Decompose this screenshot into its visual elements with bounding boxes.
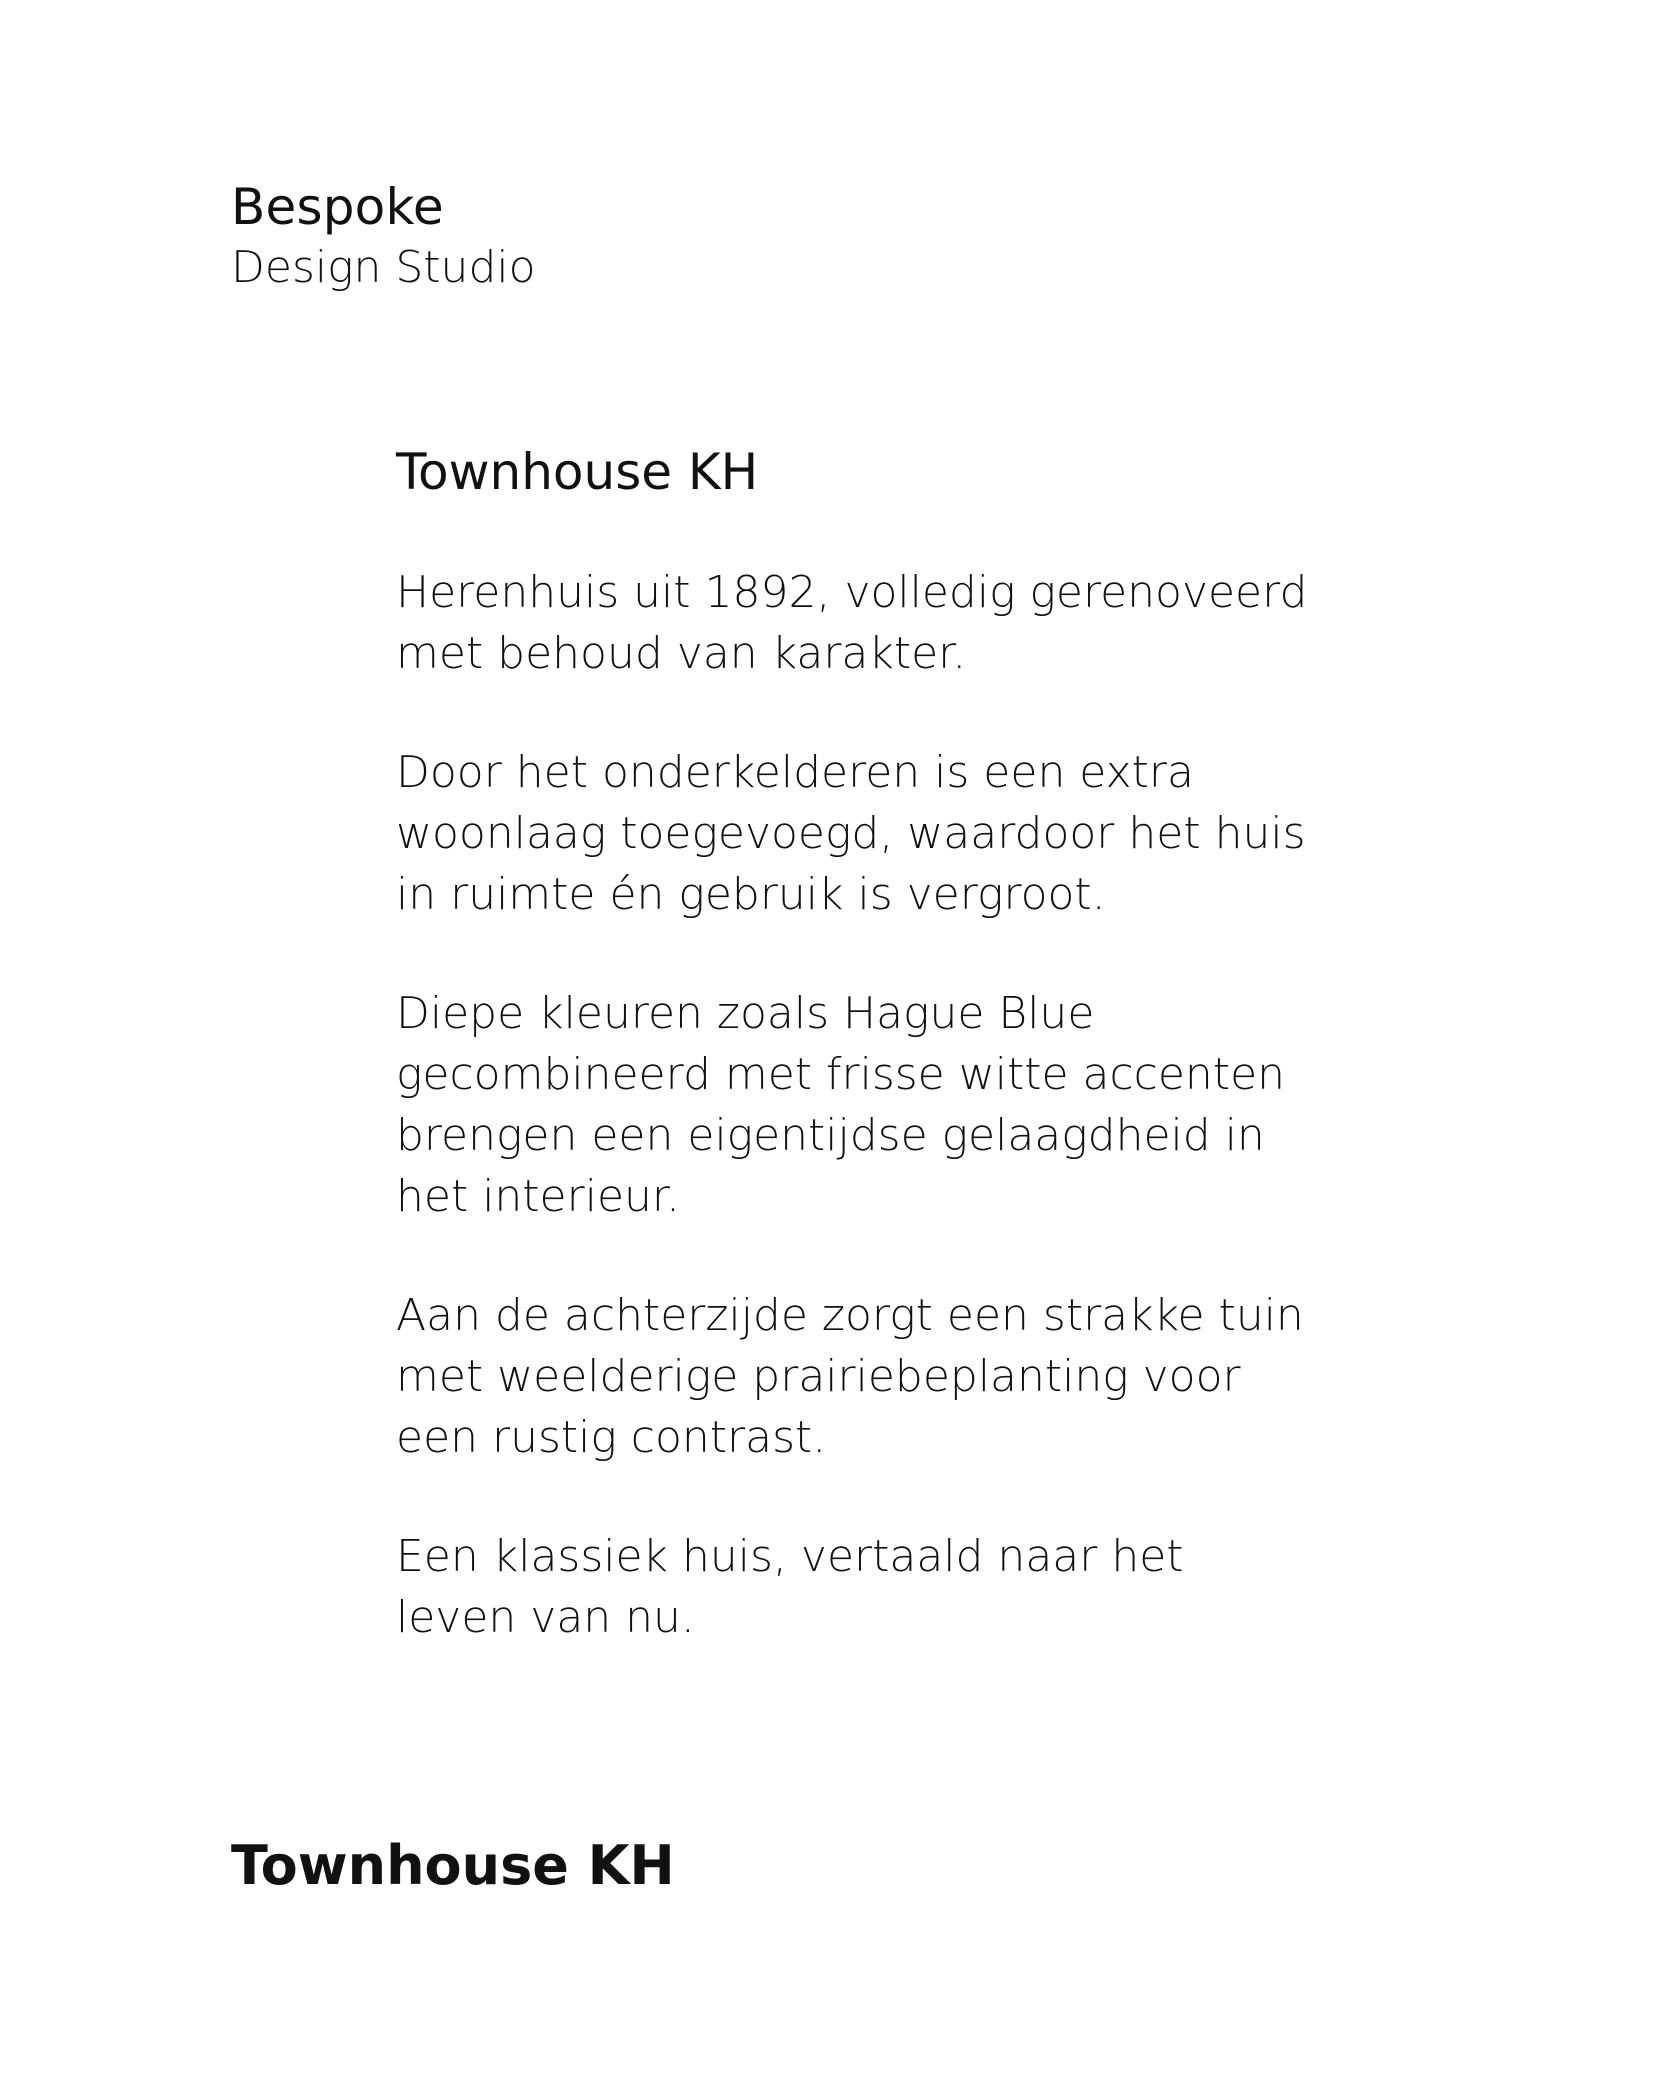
paragraph-closing: Een klassiek huis, vertaald naar het leven van nu. — [396, 1531, 1184, 1643]
project-description — [396, 440, 1316, 1706]
brand-block — [231, 176, 536, 298]
paragraph-basement: Door het onderkelderen is een extra woonlaag toegevoegd, waardoor het huis in ruimte én gebruik is vergroot. — [396, 747, 1306, 920]
project-title: Townhouse KH — [396, 443, 759, 501]
paragraph-colors: Diepe kleuren zoals Hague Blue gecombineerd met frisse witte accenten brengen een eigentijdse gelaagdheid in het interieur. — [396, 988, 1286, 1222]
brand-name: Bespoke — [231, 178, 444, 236]
paragraph-garden: Aan de achterzijde zorgt een strakke tuin met weelderige prairiebeplanting voor een rustig contrast. — [396, 1290, 1304, 1463]
paragraph-intro: Herenhuis uit 1892, volledig gerenoveerd met behoud van karakter. — [396, 567, 1308, 679]
footer-title: Townhouse KH — [231, 1834, 675, 1897]
brand-subtitle: Design Studio — [231, 242, 536, 293]
